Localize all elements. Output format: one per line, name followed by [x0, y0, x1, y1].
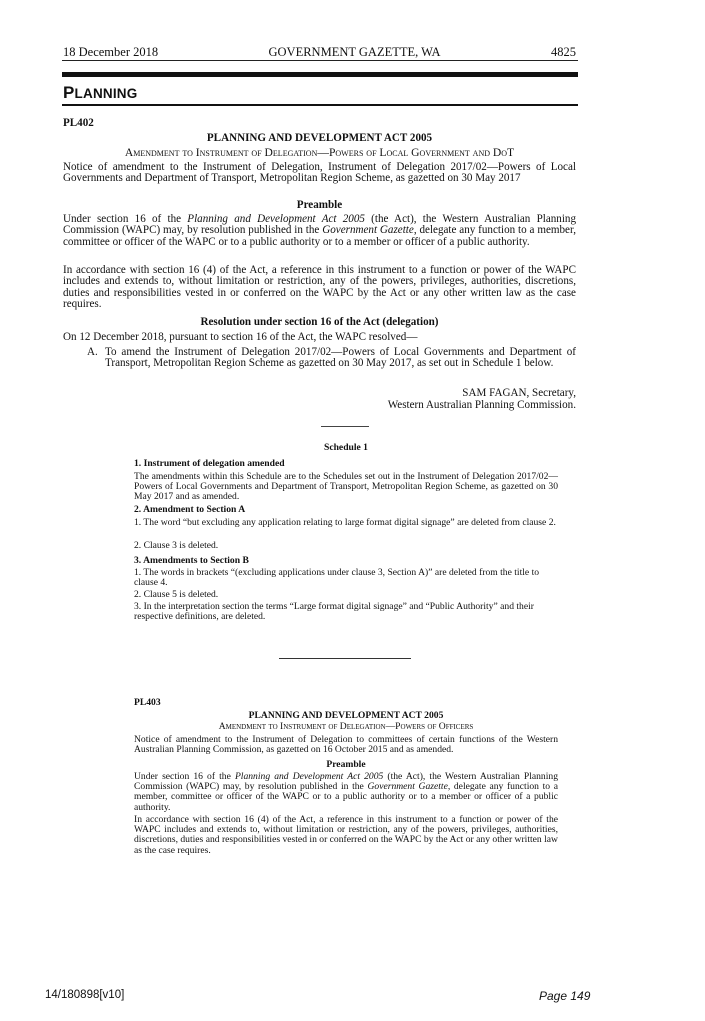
schedule-s1-heading: 1. Instrument of delegation amended: [134, 458, 285, 469]
schedule-s2-item-2: 2. Clause 3 is deleted.: [134, 540, 219, 551]
pl402-preamble-p1-b: (the Act), the Western Australian Planning Commission (WAPC) may, by resolution published in the: [63, 213, 577, 237]
pl403-preamble-heading: Preamble: [326, 759, 366, 770]
pl403-act-title: PLANNING AND DEVELOPMENT ACT 2005: [248, 710, 444, 721]
header-date: 18 December 2018: [63, 45, 159, 59]
schedule-s3-item-1: 1. The words in brackets “(excluding applications under clause 3, Section A)” are deleted from the title to clause 4.: [134, 567, 540, 589]
header-rule: [62, 60, 578, 61]
section-separator-short: [321, 426, 369, 427]
pl402-signatory-organisation: Western Australian Planning Commission.: [387, 399, 576, 411]
pl402-preamble-paragraph-1: [63, 214, 576, 248]
header-page-number: 4825: [550, 45, 576, 59]
schedule-s2-heading: 2. Amendment to Section A: [134, 504, 246, 515]
section-separator-long: [279, 658, 411, 659]
footer-page: Page 149: [539, 989, 591, 1003]
footer-reference: 14/180898[v10]: [45, 989, 125, 1001]
pl403-preamble-p1-act: Planning and Development Act 2005: [234, 771, 384, 782]
pl403-preamble-paragraph-2: In accordance with section 16 (4) of the Act, a reference in this instrument to a function or power of the WAPC includes and extends to, without limitation or restriction, any of the powers, privileges, authorities, discretions, duties and responsibilities vested in or conferred on the WAPC by the Act or any other written law as the case requires.: [134, 814, 558, 856]
pl402-subtitle: Amendment to Instrument of Delegation—Powers of Local Government and DoT: [124, 146, 515, 159]
pl403-subtitle: Amendment to Instrument of Delegation—Powers of Officers: [218, 721, 474, 732]
schedule-heading: Schedule 1: [324, 442, 368, 453]
pl403-preamble-p1-b: (the Act), the Western Australian Planning Commission (WAPC) may, by resolution published in the: [134, 771, 558, 793]
pl402-notice: Notice of amendment to the Instrument of Delegation, Instrument of Delegation 2017/02—Powers of Local Governments and Department of Transport, Metropolitan Region Scheme, as gazetted on 30 May 2017: [63, 161, 576, 185]
pl402-signatory-name: SAM FAGAN, Secretary,: [462, 387, 576, 399]
pl403-preamble-paragraph-1: [134, 772, 558, 813]
section-title-initial: P: [63, 83, 75, 102]
gazette-header: [63, 45, 576, 60]
pl403-notice: Notice of amendment to the Instrument of Delegation to committees of certain functions of the Western Australian Planning Commission, as gazetted on 16 October 2015 and as amended.: [134, 734, 558, 756]
pl402-item-a-label: A.: [87, 346, 98, 358]
pl403-preamble-p1-gazette: Government Gazette: [367, 781, 448, 793]
pl402-code: PL402: [63, 117, 94, 129]
schedule-s3-item-3: 3. In the interpretation section the terms “Large format digital signage” and “Public Authority” and their respective definitions, are deleted.: [134, 601, 534, 623]
pl402-resolution-heading: Resolution under section 16 of the Act (delegation): [200, 316, 439, 328]
section-title-rest: LANNING: [74, 86, 138, 101]
pl403-preamble-p1-a: Under section 16 of the: [134, 771, 235, 782]
pl402-preamble-heading: Preamble: [296, 199, 343, 211]
pl402-preamble-paragraph-2: In accordance with section 16 (4) of the Act, a reference in this instrument to a function or power of the WAPC includes and extends to, without limitation or restriction, any of the powers, privileges, authorities, discretions, duties and responsibilities vested in or conferred on the WAPC by the Act or any other written law as the case requires.: [63, 264, 576, 310]
pl402-resolution-intro: On 12 December 2018, pursuant to section 16 of the Act, the WAPC resolved—: [63, 331, 418, 343]
pl402-act-title: PLANNING AND DEVELOPMENT ACT 2005: [206, 132, 433, 144]
schedule-s3-heading: 3. Amendments to Section B: [134, 555, 249, 566]
pl402-preamble-p1-a: Under section 16 of the: [63, 213, 188, 225]
pl402-preamble-p1-act: Planning and Development Act 2005: [187, 213, 365, 225]
section-title-rule: [62, 104, 578, 106]
pl402-preamble-p1-c: , delegate any function to a member, committee or officer of the WAPC or to a public authority or to a member or officer of a public authority.: [63, 224, 577, 248]
schedule-s3-item-2: 2. Clause 5 is deleted.: [134, 589, 219, 600]
header-thick-rule: [62, 72, 578, 77]
schedule-s1-text: The amendments within this Schedule are to the Schedules set out in the Instrument of Delegation 2017/02—Powers of Local Governments and Department of Transport, Metropolitan Region Scheme, as gazetted on 30 May 2017 and as amended.: [134, 471, 558, 503]
pl403-preamble-p1-c: , delegate any function to a member, committee or officer of the WAPC or to a public authority or to a member or officer of a public authority.: [134, 781, 558, 813]
schedule-s2-item-1: 1. The word “but excluding any application relating to large format digital signage” are deleted from clause 2.: [134, 517, 556, 528]
pl403-code: PL403: [134, 697, 161, 708]
header-publication: GOVERNMENT GAZETTE, WA: [268, 45, 441, 59]
pl402-preamble-p1-gazette: Government Gazette: [322, 224, 414, 237]
pl402-item-a-text: To amend the Instrument of Delegation 2017/02—Powers of Local Governments and Department of Transport, Metropolitan Region Scheme as gazetted on 30 May 2017, as set out in Schedule 1 below.: [105, 346, 576, 370]
section-title: [63, 83, 137, 103]
